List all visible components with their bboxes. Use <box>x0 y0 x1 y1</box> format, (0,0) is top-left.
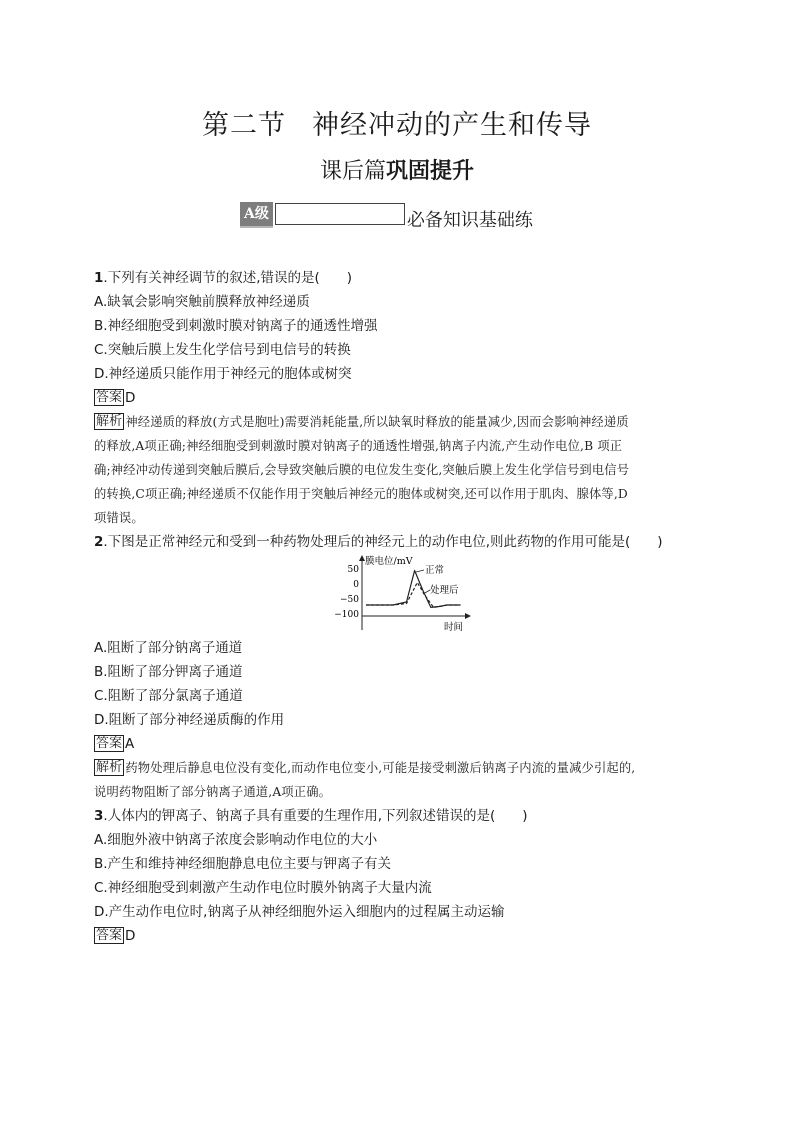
analysis-line: 确;神经冲动传递到突触后膜后,会导致突触后膜的电位发生变化,突触后膜上发生化学信号到电信号 <box>94 463 630 477</box>
analysis-block <box>94 410 704 530</box>
analysis-block <box>94 756 704 804</box>
chart-svg <box>330 554 490 634</box>
answer-value: A <box>125 736 135 752</box>
answer-tag: 答案 <box>96 736 123 751</box>
y-tick-label: −100 <box>334 610 359 620</box>
analysis-line: 项错误。 <box>94 511 144 525</box>
chart-series-labels <box>416 564 459 596</box>
question-stem-text: .下列有关神经调节的叙述,错误的是( ) <box>103 270 353 286</box>
analysis-line: 说明药物阻断了部分钠离子通道,A项正确。 <box>94 785 332 799</box>
series-label: 处理后 <box>430 585 459 596</box>
question-stem-text: .人体内的钾离子、钠离子具有重要的生理作用,下列叙述错误的是( ) <box>103 808 528 824</box>
answer-tag: 答案 <box>96 928 123 943</box>
option-a: A.阻断了部分钠离子通道 <box>94 640 243 656</box>
analysis-line: 的释放,A项正确;神经细胞受到刺激时膜对钠离子的通透性增强,钠离子内流,产生动作电位,B 项正 <box>94 439 623 453</box>
action-potential-chart <box>94 554 704 636</box>
x-axis-label: 时间 <box>444 622 464 633</box>
series-label: 正常 <box>425 565 445 576</box>
subtitle-normal: 课后篇 <box>319 159 386 184</box>
option-c: C.突触后膜上发生化学信号到电信号的转换 <box>94 342 351 358</box>
level-header <box>240 200 533 231</box>
question-number: 3 <box>94 808 104 824</box>
analysis-tag: 解析 <box>96 760 123 775</box>
option-c: C.神经细胞受到刺激产生动作电位时膜外钠离子大量内流 <box>94 880 432 896</box>
question-number: 1 <box>94 270 104 286</box>
y-tick-label: 0 <box>353 580 359 590</box>
answer-value: D <box>125 928 136 944</box>
option-a: A.细胞外液中钠离子浓度会影响动作电位的大小 <box>94 832 378 848</box>
question-stem-text: .下图是正常神经元和受到一种药物处理后的神经元上的动作电位,则此药物的作用可能是( ) <box>103 534 663 550</box>
question-stem <box>94 530 704 554</box>
question-stem <box>94 266 704 290</box>
question-number: 2 <box>94 534 104 550</box>
option-a: A.缺氧会影响突触前膜释放神经递质 <box>94 294 310 310</box>
analysis-text: 神经递质的释放(方式是胞吐)需要消耗能量,所以缺氧时释放的能量减少,因而会影响神经递质 <box>125 415 629 429</box>
option-c: C.阻断了部分氯离子通道 <box>94 688 243 704</box>
option-b: B.产生和维持神经细胞静息电位主要与钾离子有关 <box>94 856 392 872</box>
question-list <box>94 266 704 948</box>
option-b: B.阻断了部分钾离子通道 <box>94 664 243 680</box>
answer-value: D <box>125 390 136 406</box>
analysis-tag: 解析 <box>96 414 123 429</box>
option-b: B.神经细胞受到刺激时膜对钠离子的通透性增强 <box>94 318 378 334</box>
answer-tag: 答案 <box>96 390 123 405</box>
question-3 <box>94 804 704 948</box>
level-blank-box <box>275 203 405 225</box>
page-title <box>0 103 794 142</box>
answer-line <box>94 732 704 756</box>
answer-line <box>94 386 704 410</box>
analysis-text: 药物处理后静息电位没有变化,而动作电位变小,可能是接受刺激后钠离子内流的量减少引起的, <box>125 761 636 775</box>
title-section-name: 神经冲动的产生和传导 <box>312 110 592 141</box>
page-subtitle <box>0 154 794 185</box>
analysis-line <box>94 756 704 780</box>
subtitle-bold: 巩固提升 <box>386 159 475 184</box>
y-tick-label: 50 <box>347 565 359 575</box>
question-1 <box>94 266 704 530</box>
question-2 <box>94 530 704 804</box>
title-section-number: 第二节 <box>202 110 286 141</box>
level-text: 必备知识基础练 <box>406 210 533 231</box>
option-d: D.神经递质只能作用于神经元的胞体或树突 <box>94 366 352 382</box>
option-d: D.阻断了部分神经递质酶的作用 <box>94 712 285 728</box>
analysis-line: 的转换,C项正确;神经递质不仅能作用于突触后神经元的胞体或树突,还可以作用于肌肉、腺体等,D <box>94 487 628 501</box>
level-badge: A级 <box>240 202 273 226</box>
y-tick-label: −50 <box>340 595 359 605</box>
series-label-leader <box>416 570 424 572</box>
y-tick-labels <box>334 565 359 620</box>
answer-line <box>94 924 704 948</box>
analysis-line <box>94 410 704 434</box>
question-stem <box>94 804 704 828</box>
option-d: D.产生动作电位时,钠离子从神经细胞外运入细胞内的过程属主动运输 <box>94 904 505 920</box>
y-axis-label: 膜电位/mV <box>365 556 413 567</box>
